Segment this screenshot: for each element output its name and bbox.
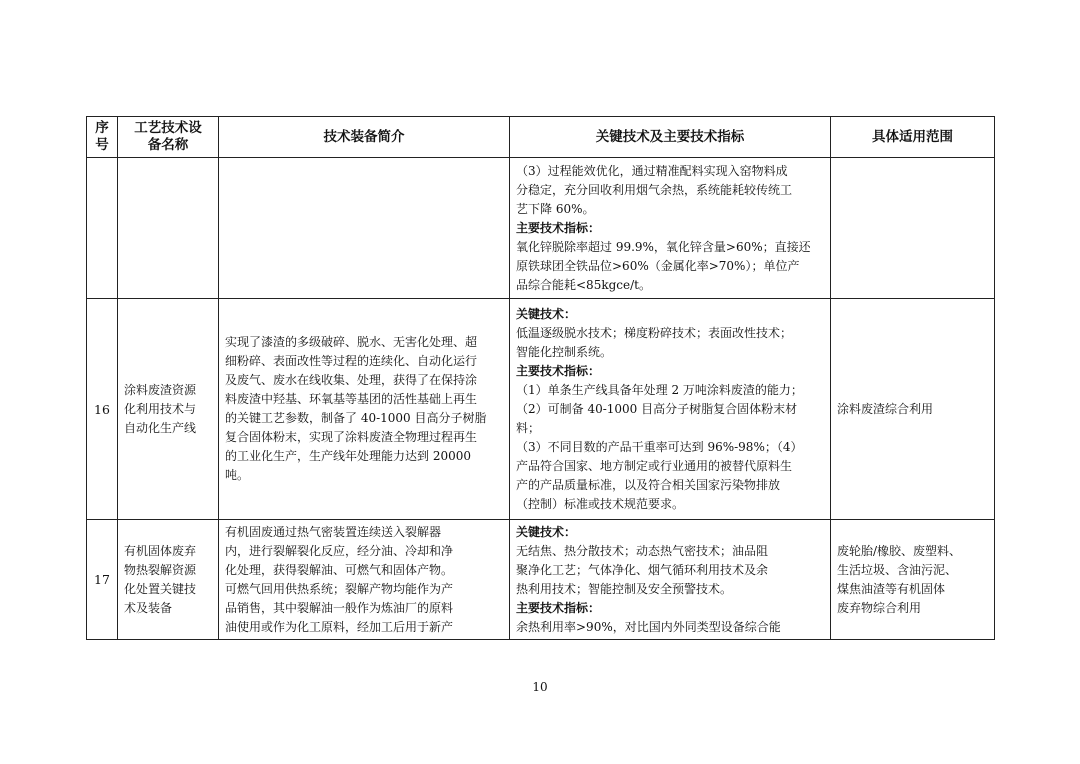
cell-application-scope: 废轮胎/橡胶、废塑料、 生活垃圾、含油污泥、 煤焦油渣等有机固体 废弃物综合利用 [831,520,995,640]
cell-key-technology: 关键技术： 低温逐级脱水技术；梯度粉碎技术；表面改性技术； 智能化控制系统。 主要技术指标： （1）单条生产线具备年处理 2 万吨涂料废渣的能力； （2）可制备 40-1000 目高分子树脂复合固体粉末材 料； （3）不同目数的产品干重率可达到 96%-98%；（4） 产品符合国家、地方制定或行业通用的被替代原料生 产的产品质量标准，以及符合相关国家污染物排放 （控制）标准或技术规范要求。 [510,299,831,520]
cell-introduction: 实现了漆渣的多级破碎、脱水、无害化处理、超 细粉碎、表面改性等过程的连续化、自动化运行 及废气、废水在线收集、处理，获得了在保持涂 料废渣中羟基、环氧基等基团的活性基础上再生 的关键工艺参数，制备了 40-1000 目高分子树脂 复合固体粉末，实现了涂料废渣全物理过程再生 的工业化生产，生产线年处理能力达到 20000 吨。 [219,299,510,520]
header-application-scope: 具体适用范围 [831,117,995,158]
cell-serial-number: 17 [87,520,118,640]
cell-serial-number [87,158,118,299]
section-heading: 关键技术： [516,524,577,539]
table-row-17 [87,520,995,640]
cell-key-technology: 关键技术： 无结焦、热分散技术；动态热气密技术；油品阻 聚净化工艺；气体净化、烟气循环利用技术及余 热利用技术；智能控制及安全预警技术。 主要技术指标： 余热利用率>90%，对比国内外同类型设备综合能 [510,520,831,640]
section-heading: 主要技术指标： [516,600,601,615]
cell-technology-name: 涂料废渣资源 化利用技术与 自动化生产线 [118,299,219,520]
cell-key-technology [510,158,831,299]
technology-table [86,116,995,640]
table-header-row [87,117,995,158]
header-key-technology: 关键技术及主要技术指标 [510,117,831,158]
text-line: 品综合能耗<85kgce/t。 [516,277,651,292]
cell-introduction: 有机固废通过热气密装置连续送入裂解器 内，进行裂解裂化反应，经分油、冷却和净 化处理，获得裂解油、可燃气和固体产物。 可燃气回用供热系统；裂解产物均能作为产 品销售，其中裂解油一般作为炼油厂的原料 油使用或作为化工原料，经加工后用于新产 [219,520,510,640]
text-line: 原铁球团全铁品位>60%（金属化率>70%）；单位产 [516,258,800,273]
text-line: 艺下降 60%。 [516,201,595,216]
cell-introduction [219,158,510,299]
cell-application-scope [831,158,995,299]
page-number: 10 [532,680,548,694]
section-heading: 主要技术指标： [516,363,601,378]
cell-serial-number: 16 [87,299,118,520]
cell-application-scope: 涂料废渣综合利用 [831,299,995,520]
text-line: 氧化锌脱除率超过 99.9%，氧化锌含量>60%；直接还 [516,239,811,254]
text-line: （3）过程能效优化，通过精准配料实现入窑物料成 [516,163,788,178]
cell-technology-name [118,158,219,299]
section-heading: 关键技术： [516,306,577,321]
header-introduction: 技术装备简介 [219,117,510,158]
header-serial-number: 序 号 [87,117,118,158]
table-row-continued [87,158,995,299]
section-heading: 主要技术指标： [516,220,601,235]
cell-technology-name: 有机固体废弃 物热裂解资源 化处置关键技 术及装备 [118,520,219,640]
table-row-16 [87,299,995,520]
header-technology-name: 工艺技术设 备名称 [118,117,219,158]
text-line: 分稳定，充分回收利用烟气余热，系统能耗较传统工 [516,182,793,197]
